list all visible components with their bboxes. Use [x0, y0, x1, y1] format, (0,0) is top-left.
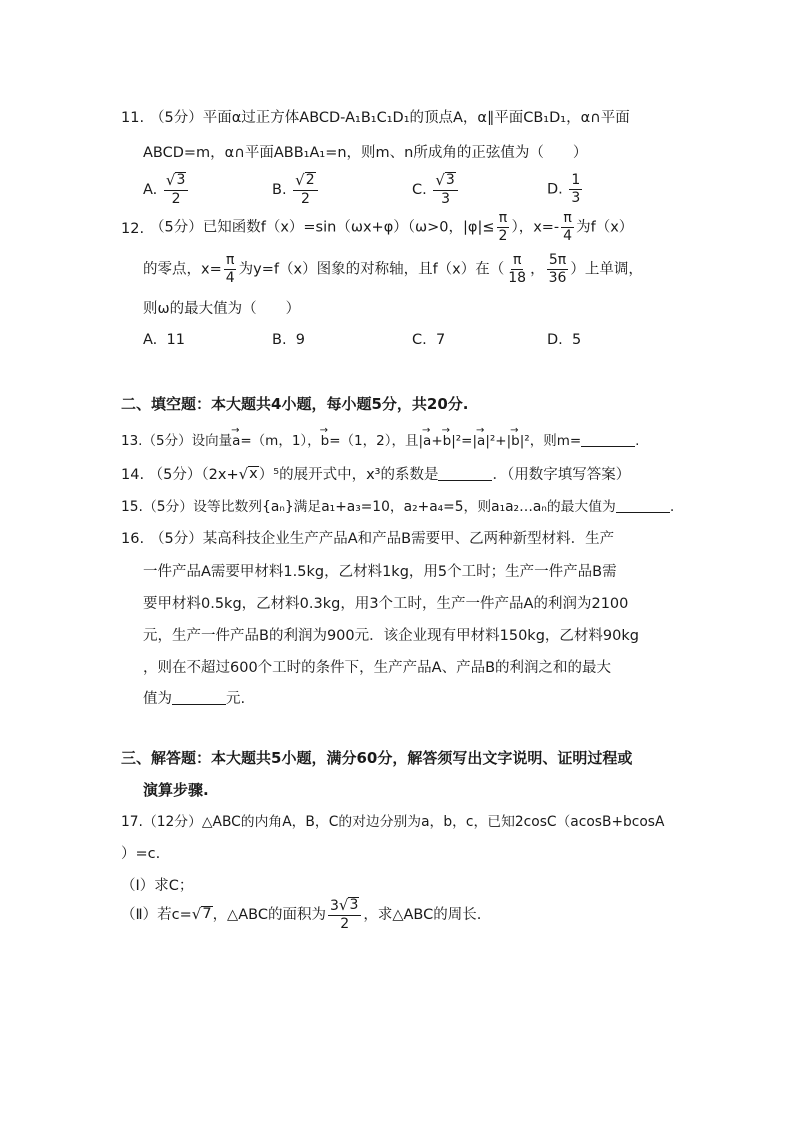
vector-b: → b	[321, 431, 330, 451]
fraction-pi-over-4: $\frac{\pi}{4}$	[225, 252, 235, 286]
q15: 15.（5分）设等比数列{aₙ}满足a₁+a₃=10，a₂+a₄=5，则a₁a₂…aₙ的最大值为 .	[121, 499, 675, 515]
q12-option-d: D. 5	[547, 332, 582, 348]
q12-number: 12.	[121, 221, 145, 237]
fraction-pi-over-4: $\frac{\pi}{4}$	[563, 210, 573, 244]
sqrt-7: √ 7	[191, 905, 212, 923]
fraction: $\frac{1}{3}$	[571, 172, 581, 206]
vector-a: → a	[232, 431, 240, 451]
q16-line1: （5分）某高科技企业生产产品A和产品B需要甲、乙两种新型材料．生产	[150, 531, 615, 547]
q12-line3: 则ω的最大值为（ ）	[143, 301, 301, 317]
q11-option-a	[143, 172, 190, 208]
section-3-heading-cont: 演算步骤.	[143, 781, 209, 799]
q16-line3: 要甲材料0.5kg，乙材料0.3kg，用3个工时，生产一件产品A的利润为2100	[143, 596, 629, 612]
section-3-heading: 三、解答题：本大题共5小题，满分60分，解答须写出文字说明、证明过程或	[121, 749, 633, 767]
option-label: D.	[547, 181, 563, 198]
q12-line1: （5分）已知函数f（x）=sin（ωx+φ）（ω>0，|φ|≤ $\frac{\pi}{2}$ ），x=- $\frac{\pi}{4}$ 为f（x）	[150, 210, 634, 244]
q13: 13.（5分）设向量→ a=（m，1），→ b=（1，2），且|→ a+→ b|²=|→ a|²+|→ b|²，则m= .	[121, 431, 639, 451]
fraction-3sqrt3-over-2: 3 √ 3 2	[328, 897, 361, 933]
q16-line2: 一件产品A需要甲材料1.5kg，乙材料1kg，用5个工时；生产一件产品B需	[143, 564, 617, 580]
fraction: √ 3 2	[164, 172, 188, 208]
q17-part1: （Ⅰ）求C；	[121, 878, 194, 894]
q16-line4: 元，生产一件产品B的利润为900元．该企业现有甲材料150kg，乙材料90kg	[143, 628, 639, 644]
q17-line1: 17.（12分）△ABC的内角A，B，C的对边分别为a，b，c，已知2cosC（acosB+bcosA	[121, 814, 665, 830]
fraction-pi-over-18: $\frac{\pi}{18}$	[508, 252, 527, 286]
q11-option-b	[272, 172, 320, 208]
q11-option-d	[547, 172, 584, 207]
fraction-pi-over-2: $\frac{\pi}{2}$	[498, 210, 508, 244]
q12-option-a: A. 11	[143, 332, 185, 348]
answer-blank	[581, 432, 635, 447]
section-2-heading: 二、填空题：本大题共4小题，每小题5分，共20分.	[121, 395, 469, 413]
sqrt-x: √ x	[238, 465, 258, 483]
option-label: B.	[272, 182, 287, 198]
fraction: √ 2 2	[293, 172, 317, 208]
option-label: A.	[143, 182, 158, 198]
q17-line2: ）=c.	[121, 846, 161, 862]
q16-line6: 值为 元.	[143, 691, 246, 707]
q11-line2: ABCD=m，α∩平面ABB₁A₁=n，则m、n所成角的正弦值为（ ）	[143, 145, 588, 161]
answer-blank	[172, 690, 226, 705]
q12-line2: 的零点，x= $\frac{\pi}{4}$ 为y=f（x）图象的对称轴，且f（x）在（ $\frac{\pi}{18}$ ， $\frac{5\pi}{36}$ ）上单调，	[143, 252, 643, 286]
fraction-5pi-over-36: $\frac{5\pi}{36}$	[548, 252, 567, 286]
option-label: C.	[412, 182, 427, 198]
q11-option-c	[412, 172, 460, 208]
q16-number: 16.	[121, 531, 145, 547]
q11-number: 11.	[121, 110, 145, 126]
q14: 14. （5分）（2x+ √ x ）⁵的展开式中，x³的系数是 ．（用数字填写答案）	[121, 465, 631, 483]
q11-line1: （5分）平面α过正方体ABCD-A₁B₁C₁D₁的顶点A，α∥平面CB₁D₁，α∩平面	[150, 110, 630, 126]
answer-blank	[438, 466, 492, 481]
q12-option-b: B. 9	[272, 332, 306, 348]
q12-option-c: C. 7	[412, 332, 446, 348]
fraction: √ 3 3	[433, 172, 457, 208]
q17-part2: （Ⅱ）若c= √ 7 ，△ABC的面积为 3 √ 3 2 ，求△ABC的周长.	[121, 896, 482, 932]
answer-blank	[616, 498, 670, 513]
q16-line5: ，则在不超过600个工时的条件下，生产产品A、产品B的利润之和的最大	[143, 660, 612, 676]
